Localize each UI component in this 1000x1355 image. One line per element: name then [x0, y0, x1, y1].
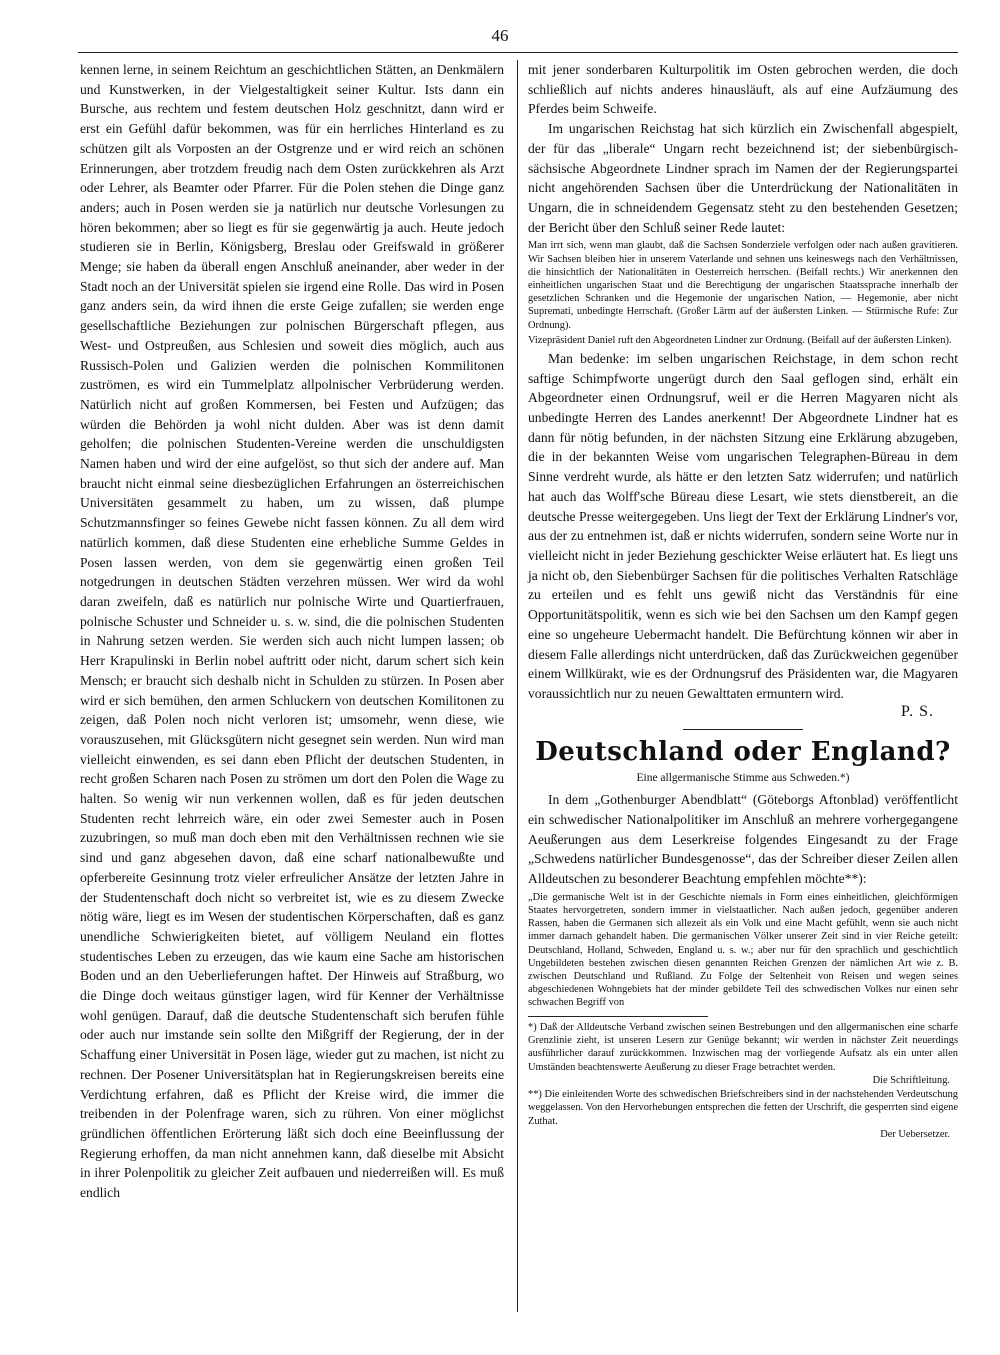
left-column-text: kennen lerne, in seinem Reichtum an geschichtlichen Stätten, an Denkmälern und Kunstwerken, in der Vielgestaltigkeit seiner Kultur. Ists dann ein Bursche, aus rechtem und festem deutschen Holz geschnitzt, dann wird er erst ein Gefühl dafür bekommen, was für ein herrliches Hinterland es zu schützen gilt als Vorposten an der Ostgrenze und er wird reich an schönen Erinnerungen, aber trotzdem freudig nach dem Osten zurückkehren als Arzt oder Lehrer, als Beamter oder Pfarrer. Für die Polen stehen die Dinge ganz anders; auch in Posen werden sie ja natürlich nur deutsche Vorlesungen zu hören bekommen; aber so liegt es für sie gegenwärtig ja auch. Heute jedoch studieren sie in Berlin, Königsberg, Breslau oder Greifswald in größerer Menge; sie haben da überall engen Anschluß aneinander, aber weder in der Stadt noch an der Universität spielen sie irgend eine Rolle. Das wird in Posen ganz anders sein, da wird ihnen die erste Geige zufallen; sie werden enge gesellschaftliche Beziehungen zur polnischen Bürgerschaft pflegen, aus West- und Ostpreußen, aus Schlesien und soweit dies möglich, auch aus Russisch-Polen und Galizien werden die polnischen Kommilitonen zuströmen, es wird ein Tummelplatz allpolnischer Verbrüderung werden. Natürlich nicht auf großen Kommersen, bei Festen und Aufzügen; das würden die Behörden ja wohl nicht dulden. Aber was ist denn damit geholfen; die polnischen Studenten-Vereine werden die unschuldigsten Namen haben und wird der eine aufgelöst, so thut sich der andere auf. Man braucht nicht einmal seine diesbezüglichen Erfahrungen an österreichischen Universitäten gesammelt zu haben, um zu wissen, daß plumpe Schutzmannsfinger so feines Gewebe nicht fassen können. Zu all dem wird natürlich kommen, daß diese Studenten eine erhebliche Summe Geldes in Posen lassen werden, von dem sie gegenwärtig einen großen Teil notgedrungen in deutschen Städten verzehren müssen. Wer wird da wohl daran zweifeln, daß es natürlich nur polnische Wirte und Quartierfrauen, polnische Schuster und Schneider u. s. w. sind, die die polnischen Studenten in Nahrung setzen werden. Sie werden sich auch nicht lumpen lassen; ob Herr Krapulinski in Berlin nobel auftritt oder nicht, darum schert sich kein Mensch; er braucht sich deshalb nicht in Schulden zu stürzen. In Posen aber wird er sich bemühen, den armen Schluckern von deutschen Komilitonen zu zeigen, daß Polen noch nicht verloren ist; umsomehr, wenn diese, wie vorauszusehen, mit Glücksgütern nicht gesegnet sein werden. Nun wird man vielleicht einwenden, es sei dann eben Pflicht der deutschen Studenten, in recht großen Scharen nach Posen zu strömen um dort den Polen die Wage zu halten. So wenig wir nun verkennen wollen, daß es für jeden deutschen Studenten recht lehrreich wäre, ein oder zwei Semester auch in Posen zuzubringen, so muß man doch eben mit den Verhältnissen rechnen wie sie sind und ganz abgesehen davon, daß eine scharf nationalbewußte und opferbereite Gesinnung trotz vieler erfreulicher Ansätze der letzten Jahre in der Studentenschaft doch nicht so verbreitet ist, wie es zu diesem Zwecke nötig wäre, liegt es im Wesen der studentischen Körperschaften, daß es ganz unendliche Schwierigkeiten bietet, auf völligem Neuland ein flottes studentisches Leben zu erzeugen, das wie kaum eine Sache am historischen Boden und an den Ueberlieferungen haftet. Der Hinweis auf Straßburg, wo die Dinge doch weitaus günstiger lagen, wird für Kenner der Verhältnisse wohl genügen. Darauf, daß die deutsche Studentenschaft sich berufen fühle oder auch nur imstande sein sollte den Mißgriff der Regierung, der in der Schaffung einer Universität in Posen läge, wieder gut zu machen, ist nicht zu rechnen. Der Posener Universitätsplan hat in Regierungskreisen bereits eine Verdichtung erfahren, daß es Pflicht der Kreise wird, die immer die treibenden in der Polenfrage waren, sich zu rühren. Von einer möglichst gründlichen öffentlichen Erörterung läßt sich doch eine Beeinflussung der Regierung erhoffen, da man nicht annehmen kann, daß dieselbe mit Absicht in ihrer Polenpolitik zu gleicher Zeit aufbauen und niederreißen will. Es muß endlich: [80, 62, 504, 1201]
footnote-1: *) Daß der Alldeutsche Verband zwischen seinen Bestrebungen und den allgermanischen eine scharfe Grenzlinie zieht, ist unseren Lesern zur Genüge bekannt; wir werden in nächster Zeit neuerdings ausführlicher darauf zurückkommen. Inzwischen mag der vorliegende Aufsatz als ein unter allen Umständen beachtenswerte Aeußerung zu dieser Frage betrachtet werden.: [528, 1021, 958, 1073]
article-intro: In dem „Gothenburger Abendblatt“ (Göteborgs Aftonblad) veröffentlicht ein schwedischer Nationalpolitiker im Anschluß an mehrere vorhergegangene Aeußerungen aus dem Leserkreise folgendes Eingesandt zu der Frage „Schwedens natürlicher Bundesgenosse“, das der Schreiber dieser Zeilen allen Alldeutschen zu besonderer Beachtung empfehlen möchte**):: [528, 792, 958, 887]
order-call-quote: Vizepräsident Daniel ruft den Abgeordneten Lindner zur Ordnung. (Beifall auf der äußersten Linken).: [528, 334, 952, 346]
footnote-1-signature: Die Schriftleitung.: [872, 1075, 950, 1087]
article-headline: Deutschland oder England?: [535, 737, 951, 768]
section-separator: [683, 729, 803, 730]
article-subheadline: Eine allgermanische Stimme aus Schweden.*): [636, 772, 850, 785]
left-column: [80, 60, 504, 1203]
author-signature: P. S.: [900, 702, 934, 720]
header-rule: [78, 52, 958, 53]
footnote-2: **) Die einleitenden Worte des schwedischen Briefschreibers sind in der nachstehenden Verdeutschung weggelassen. Von den Hervorhebungen entsprechen die fetten der Urschrift, die gesperrten sind eigene Zuthat.: [528, 1088, 958, 1127]
ungarn-paragraph: Im ungarischen Reichstag hat sich kürzlich ein Zwischenfall abgespielt, der für das „liberale“ Ungarn recht bezeichnend ist; der siebenbürgisch-sächsische Abgeordnete Lindner sprach im Namen der der Regierungspartei nicht angehörenden Sachsen über die Unterdrückung der Nationalitäten in Ungarn, die in schneidendem Gegensatz steht zu den bestehenden Gesetzen; der Bericht über den Schluß seiner Rede lautet:: [528, 121, 958, 235]
footnote-separator: [528, 1016, 708, 1017]
page-number: 46: [491, 26, 509, 45]
swedish-letter-quote: „Die germanische Welt ist in der Geschichte niemals in Form eines einheitlichen, gleichförmigen Staates hervorgetreten, sondern immer in vielstaatlicher. Nach außen jedoch, gegenüber anderen Rassen, haben die Germanen sich allezeit als ein Volk und eine Macht gefühlt, wenn sie auch nicht immer darnach gehandelt haben. Die germanischen Völker unserer Zeit sind in vier Reiche geteilt: Deutschland, Holland, Schweden, England u. s. w.; aber nur für den sprachlich und geschichtlich Ungebildeten bestehen zwischen diesen genannten Reichen Grenzen der nämlichen Art wie z. B. zwischen Deutschland und Rußland. Zu Folge der Seltenheit von Reisen und wegen seines abgeschiedenen Wohngebiets hat der minder gebildete Teil des schwedischen Volkes nur einen sehr schwachen Begriff von: [528, 891, 958, 1009]
footnote-2-signature: Der Uebersetzer.: [880, 1128, 950, 1140]
lindner-speech-quote: Man irrt sich, wenn man glaubt, daß die Sachsen Sonderziele verfolgen oder nach außen gravitieren. Wir Sachsen bleiben hier in unserem Vaterlande und sehnen uns keineswegs nach den Verhältnissen, die hinsichtlich der Nationalitäten in Oesterreich herrschen. (Beifall rechts.) Wir anerkennen den einheitlichen ungarischen Staat und die Berechtigung der ungarischen Staatssprache innerhalb der gesetzlichen Schranken und die Hegemonie der ungarischen Nation, — Hegemonie, aber nicht Supremati, unbedingte Herrschaft. (Großer Lärm auf der äußersten Linken. — Stürmische Rufe: Zur Ordnung).: [528, 240, 958, 331]
column-divider: [517, 60, 518, 1312]
right-column: [528, 60, 958, 1141]
commentary-paragraph: Man bedenke: im selben ungarischen Reichstage, in dem schon recht saftige Schimpfworte ungerügt durch den Saal geflogen sind, erhält ein Abgeordneter einen Ordnungsruf, weil er die Herren Magyaren nicht als unbedingte Herren des Landes anerkennt! Der Abgeordnete Lindner hat es dann für nötig befunden, in der nächsten Sitzung eine Erklärung abzugeben, die in der bekannten Weise vom ungarischen Telegraphen-Büreau in dem Sinne verdreht wurde, als hätte er den letzten Satz widerrufen; und natürlich hat auch das Wolff'sche Büreau diese Lesart, wie stets dienstbereit, an die deutsche Presse weitergegeben. Uns liegt der Text der Erklärung Lindner's vor, aus der zu entnehmen ist, daß er nichts widerrufen, sondern seine Worte nur in vielleicht nicht in jeder Beziehung geschickter Weise erläutert hat. Es liegt uns ja nicht ob, den Siebenbürger Sachsen für die politisches Verhalten Ratschläge zu erteilen und es fehlt uns gewiß nicht das Verständnis für eine Opportunitätspolitik, wenn es sich wie bei den Sachsen um den Kampf gegen eine so ungeheure Uebermacht handelt. Die Befürchtung können wir aber in diesem Falle allerdings nicht unterdrücken, daß das Zurückweichen gegenüber einem Willkürakt, wie es der Ordnungsruf des Präsidenten war, die Magyaren voraussichtlich nur zu neuen Gewalttaten ermuntern wird.: [528, 350, 958, 701]
continuation-paragraph: mit jener sonderbaren Kulturpolitik im Osten gebrochen werden, die doch schließlich auf nichts anderes hinausläuft, als auf eine Aufzäumung des Pferdes beim Schweife.: [528, 62, 958, 117]
